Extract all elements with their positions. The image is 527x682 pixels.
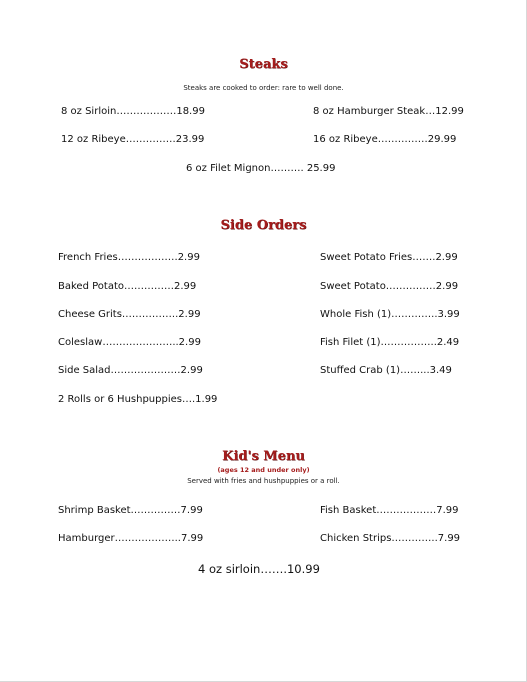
menu-item: Side Salad…………………2.99 [58, 365, 203, 376]
menu-item: Shrimp Basket……………7.99 [58, 505, 203, 516]
menu-item: 4 oz sirloin…….10.99 [198, 562, 320, 576]
menu-item: Whole Fish (1)…………..3.99 [320, 309, 460, 320]
kids-menu-heading: Kid's Menu [222, 449, 305, 464]
menu-item: Fish Basket………………7.99 [320, 505, 459, 516]
menu-item: 16 oz Ribeye……………29.99 [313, 134, 457, 145]
menu-item: Stuffed Crab (1)……...3.49 [320, 365, 452, 376]
menu-item: 8 oz Sirloin………………18.99 [61, 106, 205, 117]
side-orders-heading: Side Orders [220, 218, 307, 233]
menu-item: Coleslaw…………………..2.99 [58, 337, 201, 348]
menu-item: 8 oz Hamburger Steak…12.99 [313, 106, 464, 117]
menu-item: 12 oz Ribeye……………23.99 [61, 134, 205, 145]
steaks-note: Steaks are cooked to order: rare to well done. [183, 84, 344, 92]
menu-item: Sweet Potato Fries…….2.99 [320, 252, 458, 263]
steaks-heading: Steaks [239, 57, 288, 72]
menu-item: Fish Filet (1)……………..2.49 [320, 337, 460, 348]
menu-item: 2 Rolls or 6 Hushpuppies….1.99 [58, 394, 218, 405]
menu-item: Sweet Potato……………2.99 [320, 281, 459, 292]
menu-item: 6 oz Filet Mignon………. 25.99 [186, 163, 336, 174]
kids-menu-age-note: (ages 12 and under only) [217, 466, 310, 474]
menu-item: Chicken Strips…………..7.99 [320, 533, 461, 544]
kids-menu-note: Served with fries and hushpuppies or a roll. [187, 477, 340, 485]
menu-item: Baked Potato……………2.99 [58, 281, 197, 292]
menu-item: French Fries………………2.99 [58, 252, 200, 263]
menu-item: Cheese Grits……………..2.99 [58, 309, 201, 320]
menu-item: Hamburger………………..7.99 [58, 533, 204, 544]
